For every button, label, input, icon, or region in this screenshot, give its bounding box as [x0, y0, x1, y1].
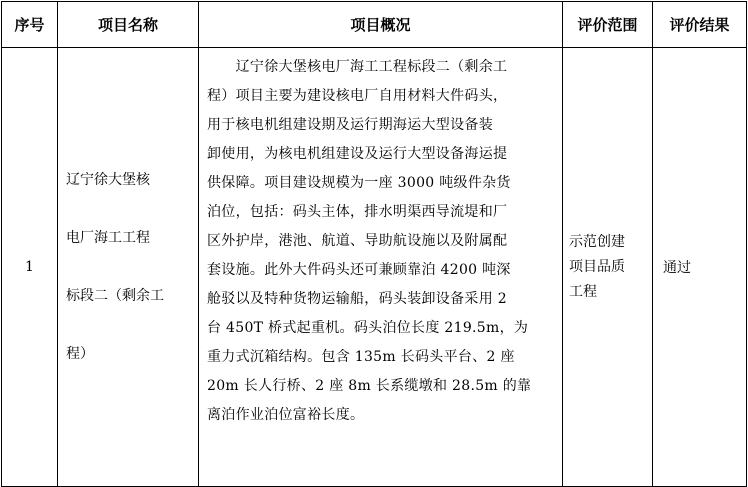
desc-line: 20m 长人行桥、2 座 8m 长系缆墩和 28.5m 的靠: [207, 378, 532, 394]
name-line: 程）: [66, 346, 94, 362]
evaluation-table: [1, 1, 747, 487]
header-scope: 评价范围: [563, 2, 653, 48]
desc-line: 区外护岸，港池、航道、导助航设施以及附属配: [207, 233, 508, 249]
header-name: 项目名称: [58, 2, 199, 48]
desc-line: 供保障。项目建设规模为一座 3000 吨级件杂货: [207, 175, 511, 191]
desc-line: 离泊作业泊位富裕长度。: [207, 407, 365, 423]
desc-line: 泊位，包括：码头主体，排水明渠西导流堤和厂: [207, 204, 508, 220]
scope-line: 项目品质: [569, 258, 625, 275]
desc-line: 卸使用，为核电机组建设及运行大型设备海运提: [207, 146, 508, 162]
cell-scope: [563, 48, 653, 487]
name-line: 标段二（剩余工: [66, 288, 164, 304]
name-line: 电厂海工工程: [66, 230, 150, 246]
desc-line: 程）项目主要为建设核电厂自用材料大件码头，: [207, 88, 508, 104]
name-line: 辽宁徐大堡核: [66, 172, 150, 188]
desc-line: 重力式沉箱结构。包含 135m 长码头平台、2 座: [207, 349, 515, 365]
desc-line: 辽宁徐大堡核电厂海工工程标段二（剩余工: [207, 59, 508, 75]
header-index: 序号: [2, 2, 58, 48]
header-result: 评价结果: [653, 2, 747, 48]
desc-line: 用于核电机组建设期及运行期海运大型设备装: [207, 117, 493, 133]
table-row: [2, 48, 747, 487]
desc-line: 套设施。此外大件码头还可兼顾靠泊 4200 吨深: [207, 262, 511, 278]
cell-overview: [199, 48, 563, 487]
scope-line: 示范创建: [569, 233, 625, 250]
cell-name: [58, 48, 199, 487]
scope-line: 工程: [569, 283, 597, 300]
cell-index: 1: [2, 48, 58, 487]
cell-result: 通过: [653, 48, 747, 487]
header-overview: 项目概况: [199, 2, 563, 48]
header-row: [2, 2, 747, 48]
desc-line: 舱驳以及特种货物运输船，码头装卸设备采用 2: [207, 291, 507, 307]
desc-line: 台 450T 桥式起重机。码头泊位长度 219.5m，为: [207, 320, 529, 336]
